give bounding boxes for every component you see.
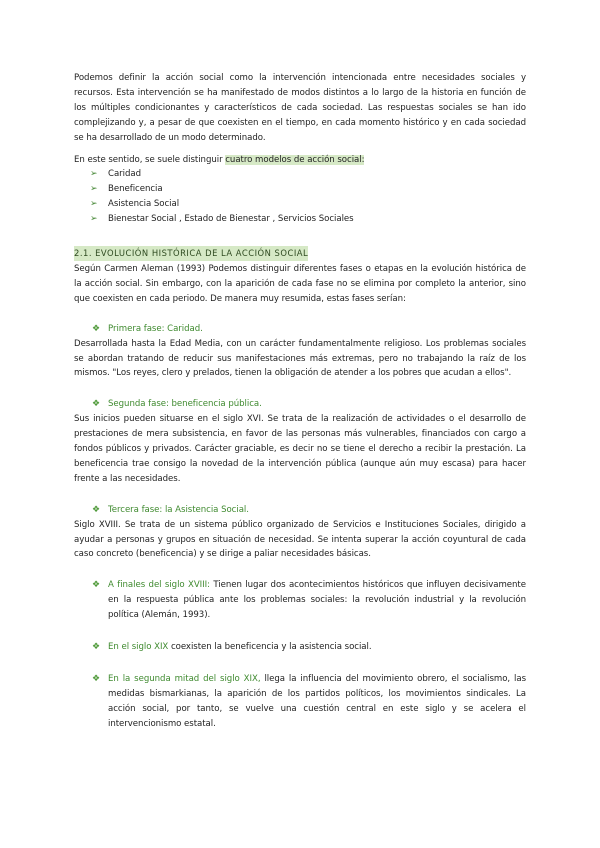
list-item xyxy=(74,197,526,212)
phase-block xyxy=(74,322,526,382)
phase-heading xyxy=(74,322,526,337)
bullet-text: coexisten la beneficencia y la asistencia social. xyxy=(168,642,372,653)
bullet-lead: En la segunda mitad del siglo XIX, xyxy=(108,674,261,684)
arrow-bullet-icon: ➢ xyxy=(90,214,98,225)
list-item-text: Bienestar Social , Estado de Bienestar , Servicios Sociales xyxy=(108,214,354,225)
diamond-bullet-icon: ❖ xyxy=(92,642,101,653)
phase-body: Desarrollada hasta la Edad Media, con un carácter fundamentalmente religioso. Los problemas sociales se abordan tratando de reducir sus manifestaciones más extremas, pero no trabajando la raíz de los mismos. "Los reyes, clero y prelados, tienen la obligación de atender a los pobres que acudan a ellos". xyxy=(74,338,526,379)
phase-block xyxy=(74,397,526,486)
arrow-bullet-icon: ➢ xyxy=(90,169,98,180)
history-bullet xyxy=(74,672,526,732)
bullet-text: llega la influencia del movimiento obrero, el socialismo, las medidas bismarkianas, la aparición de los partidos políticos, los movimientos sindicales. La acción social, por tanto, se vuelve una cuestión central en este siglo y se acelera el intervencionismo estatal. xyxy=(108,674,527,729)
list-item-text: Beneficencia xyxy=(108,184,163,195)
list-item xyxy=(74,212,526,227)
bullet-text: Tienen lugar dos acontecimientos históricos que influyen decisivamente en la respuesta pública ante los problemas sociales: la revolución industrial y la revolución política (Alemán, 1993). xyxy=(108,580,526,621)
phase-heading-text: Primera fase: Caridad. xyxy=(108,323,203,334)
history-bullet xyxy=(74,578,526,623)
arrow-bullet-icon: ➢ xyxy=(90,199,98,210)
intro-paragraph: Podemos definir la acción social como la intervención intencionada entre necesidades sociales y recursos. Esta intervención se ha manifestado de modos distintos a lo largo de la historia en función de los múltiples condicionantes y característicos de cada sociedad. Las respuestas sociales se han ido complejizando y, a pesar de que coexisten en el tiempo, en cada momento histórico y en cada sociedad se ha desarrollado de un modo determinado. xyxy=(74,73,526,143)
phase-heading xyxy=(74,397,526,412)
list-item xyxy=(74,167,526,182)
models-highlight: cuatro modelos de acción social: xyxy=(225,154,365,165)
phase-heading-text: Tercera fase: la Asistencia Social. xyxy=(108,504,249,515)
models-lead-text: En este sentido, se suele distinguir xyxy=(74,154,226,165)
phase-body: Sus inicios pueden situarse en el siglo XVI. Se trata de la realización de actividades o el desarrollo de prestaciones de mera subsistencia, en favor de las personas más vulnerables, financiados con cargo a fondos públicos y privados. Carácter graciable, es decir no se tiene el derecho a recibir la prestación. La beneficencia trae consigo la novedad de la intervención pública (aunque aún muy escasa) para hacer frente a las necesidades. xyxy=(74,414,526,484)
list-item xyxy=(74,182,526,197)
diamond-bullet-icon: ❖ xyxy=(92,674,101,684)
bullet-lead: A finales del siglo XVIII: xyxy=(108,580,210,591)
section-intro: Según Carmen Aleman (1993) Podemos distinguir diferentes fases o etapas en la evolución histórica de la acción social. Sin embargo, con la aparición de cada fase no se elimina por completo la anterior, sino que coexisten en cada periodo. De manera muy resumida, estas fases serían: xyxy=(74,263,526,304)
bullet-lead: En el siglo XIX xyxy=(108,642,169,653)
list-item-text: Caridad xyxy=(108,169,142,180)
section-title: 2.1. EVOLUCIÓN HISTÓRICA DE LA ACCIÓN SOCIAL xyxy=(74,246,308,261)
models-list xyxy=(74,167,526,227)
history-bullet xyxy=(74,640,526,655)
arrow-bullet-icon: ➢ xyxy=(90,184,98,195)
diamond-bullet-icon: ❖ xyxy=(92,504,101,515)
phase-heading xyxy=(74,503,526,518)
section-heading-line xyxy=(74,246,526,262)
phase-block xyxy=(74,503,526,563)
list-item-text: Asistencia Social xyxy=(108,199,180,210)
diamond-bullet-icon: ❖ xyxy=(92,323,101,334)
document-body xyxy=(74,71,526,732)
models-intro xyxy=(74,153,526,168)
phase-heading-text: Segunda fase: beneficencia pública. xyxy=(108,399,262,410)
diamond-bullet-icon: ❖ xyxy=(92,399,101,410)
phase-body: Siglo XVIII. Se trata de un sistema público organizado de Servicios e Instituciones Sociales, dirigido a ayudar a personas y grupos en situación de necesidad. Se intenta superar la acción coyuntural de cada caso concreto (beneficencia) y se dirige a paliar necesidades básicas. xyxy=(74,519,526,560)
diamond-bullet-icon: ❖ xyxy=(92,580,101,591)
